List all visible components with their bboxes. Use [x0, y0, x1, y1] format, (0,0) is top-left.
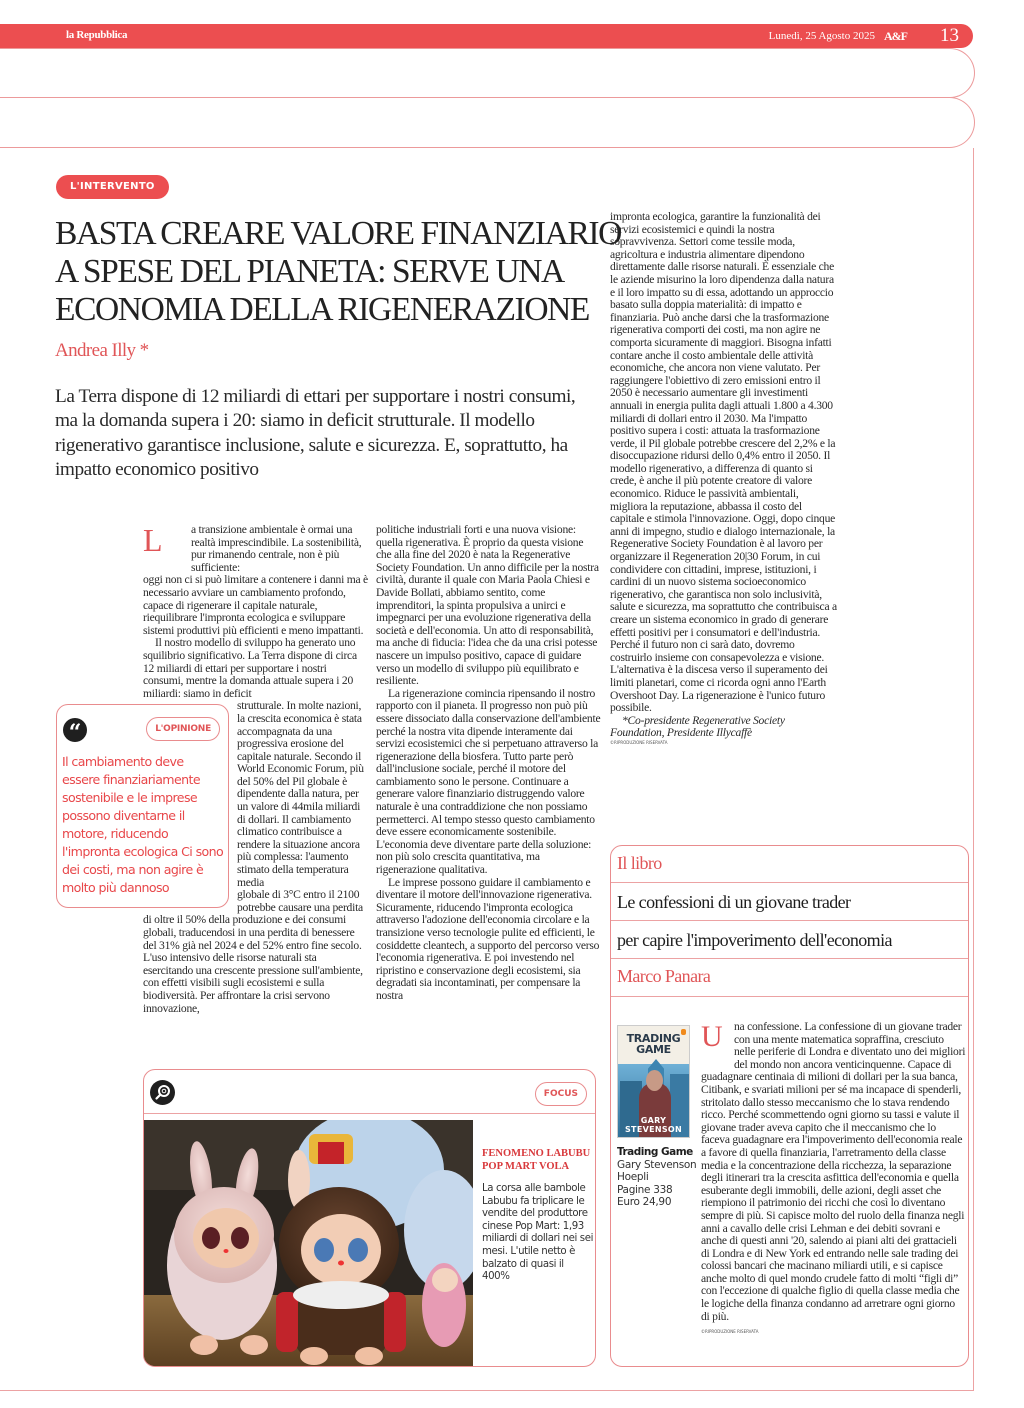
- opinion-tag: L'OPINIONE: [146, 717, 220, 741]
- cover-portrait-face: [646, 1070, 663, 1091]
- article-headline: [55, 215, 621, 329]
- page-number: 13: [940, 25, 959, 46]
- focus-box: [143, 1069, 596, 1367]
- book-review-text: [701, 1021, 966, 1335]
- book-price: Euro 24,90: [617, 1196, 672, 1209]
- divider: [611, 846, 968, 883]
- book-review-box: [610, 845, 969, 1367]
- header-band-1: [0, 48, 975, 98]
- page-frame-right: [973, 148, 974, 1391]
- paragraph: globale di 3°C entro il 2100 potrebbe causare una perdita di oltre il 50% della produzione e dei consumi globali, traducendosi in una perdita di benessere del 31% già nel 2024 e del 52% entro fine secolo. L'uso intensivo delle risorse naturali sta esercitando una crescente pressione sull'ambiente, con effetti visibili sugli ecosistemi e sulla biodiversità. Per affrontare la crisi servono innovazione,: [143, 888, 363, 1015]
- book-cover-image: [617, 1025, 690, 1138]
- book-review-title-line-1: Le confessioni di un giovane trader: [617, 892, 851, 912]
- book-title: Trading Game: [617, 1146, 693, 1158]
- article-column-2: [376, 524, 601, 1003]
- newspaper-brand: la Repubblica: [66, 29, 128, 41]
- drop-cap: U: [701, 1020, 723, 1053]
- headline-line: ECONOMIA DELLA RIGENERAZIONE: [55, 291, 589, 328]
- divider: [144, 1113, 595, 1114]
- pullquote-text: Il cambiamento deve essere finanziariamente sostenibile e le imprese possono diventarne il motore, riducendo l'impronta ecologica Ci sono dei costi, ma non agire è molto più dannoso: [62, 754, 224, 896]
- paragraph: Le imprese possono guidare il cambiamento e diventare il motore dell'innovazione rigenerativa. Sicuramente, riducendo l'impronta ecologica attraverso l'adozione dell'economia circolare e la transizione verso tecnologie pulite ed efficienti, le cosiddette cleantech, a supporto del percorso verso l'economia rigenerativa. E poi investendo nel ripristino e conservazione degli ecosistemi, sia degradati sia incontaminati, per compensare la nostra: [376, 875, 600, 1002]
- book-details: [617, 1146, 699, 1209]
- book-review-title-line-2: per capire l'impoverimento dell'economia: [617, 930, 892, 950]
- focus-sidebar: [482, 1148, 594, 1284]
- paragraph-lead: a transizione ambientale è ormai una realtà imprescindibile. La sostenibilità, pur rimanendo centrale, non è più sufficiente:: [191, 523, 362, 574]
- cover-title: TRADING GAME: [626, 1032, 681, 1056]
- book-publisher: Hoepli: [617, 1171, 649, 1184]
- focus-tag: FOCUS: [535, 1082, 587, 1106]
- focus-title: FENOMENO LABUBU POP MART VOLA: [482, 1148, 591, 1172]
- page-header-bar: [0, 24, 973, 48]
- opinion-pullquote-box: [56, 704, 229, 908]
- article-column-1: [62, 522, 368, 1015]
- copyright-notice: ©RIPRODUZIONE RISERVATA: [701, 1329, 759, 1335]
- cover-author: GARY STEVENSON: [625, 1116, 682, 1134]
- article-standfirst: La Terra dispone di 12 miliardi di ettari per supportare i nostri consumi, ma la domanda supera i 20: siamo in deficit strutturale. Il modello rigenerativo garantisce inclusione, salute e sicurezza. E, soprattutto, ha impatto economico positivo: [55, 386, 576, 480]
- paragraph-lead: na confessione. La confessione di un giovane trader con una mente matematica sopraffina, cresciuto nelle periferie di Londra e diventato uno dei: [734, 1020, 962, 1059]
- search-icon: [150, 1080, 175, 1105]
- section-logo: A&F: [884, 29, 907, 43]
- article-kicker: L'INTERVENTO: [56, 175, 169, 199]
- book-author: Gary Stevenson: [617, 1158, 697, 1171]
- author-note: *Co-presidente Regenerative Society Foundation, Presidente Illycaffè: [610, 713, 785, 740]
- book-pages: Pagine 338: [617, 1183, 673, 1196]
- header-band-2: [0, 97, 975, 148]
- paragraph: migliori del mondo non ancora venticinquenne. Capace di guadagnare centinaia di milioni di dollari per la sua banca, Citibank, e svariati milioni per sé ma incapace di spenderli, stritolato dallo stesso meccanismo che lo stava rendendo ricco. Perché scommettendo ogni giorno su tassi e valute il giovane trader aveva capito che il meccanismo che lo faceva guadagnare era l'impoverimento dell'economia reale a favore di quella finanziaria, l'arretramento della classe media e la concentrazione della ricchezza, la separazione degli itinerari tra la crescita asfittica dell'economia e quella esuberante degli immobili, delle azioni, degli asset che riempiono il patrimonio dei ricchi che così lo diventano sempre di più. Si capisce molto del ruolo della finanza negli anni a cavallo delle crisi Lehman e dei debiti sovrani e anche di questi anni '20, salendo ai piani alti dei grattacieli di Londra e di New York ed entrando nelle sale trading dei colossi bancari che macinano miliardi utili, e si capisce anche molto di quel mondo crudele fatto di molti “figli di” con l'eccezione di qualche figlio di quella classe media che le logiche della finanza condanno ad arretrare ogni giorno di più.: [701, 1045, 966, 1323]
- focus-text: La corsa alle bambole Labubu fa triplicare le vendite del produttore cinese Pop Mart: 1,93 miliardi di dollari nei sei mesi. L'utile netto è balzato di quasi il 400%: [482, 1183, 593, 1283]
- headline-line: A SPESE DEL PIANETA: SERVE UNA: [55, 253, 564, 290]
- page-frame-bottom: [0, 1390, 974, 1391]
- quote-icon: “: [63, 718, 87, 742]
- paragraph-wrap-around-box: strutturale. In molte nazioni, la crescita economica è stata accompagnata da una progressiva erosione del capitale naturale. Secondo il World Economic Forum, più del 50% del Pil globale è dipendente dalla natura, per un valore di 44mila miliardi di dollari. Il cambiamento climatico contribuisce a rendere la situazione ancora più complessa: l'aumento stimato della temperatura media: [237, 699, 364, 889]
- book-review-author: Marco Panara: [617, 966, 711, 986]
- book-section-label: Il libro: [617, 853, 662, 873]
- copyright-notice: ©RIPRODUZIONE RISERVATA: [610, 739, 668, 745]
- labubu-dolls-photo: [144, 1120, 473, 1367]
- drop-cap: L: [143, 522, 163, 558]
- paragraph: politiche industriali forti e una nuova visione: quella rigenerativa. È proprio da questa visione che alla fine del 2020 è nata la Regenerative Society Foundation. Un anno difficile per la nostra civiltà, durante il quale con Maria Paola Chiesi e Davide Bollati, abbiamo sentito, come imprenditori, la spinta propulsiva a unirci e impegnarci per una evoluzione rigenerativa della società e dell'economia. Un atto di responsabilità, ma anche di fiducia: l'idea che da una crisi potesse nascere un impulso positivo, capace di guidare verso un modello di sviluppo più equilibrato e resiliente.: [376, 523, 599, 688]
- issue-date: Lunedì, 25 Agosto 2025: [768, 30, 875, 42]
- headline-line: BASTA CREARE VALORE FINANZIARIO: [55, 215, 621, 252]
- paragraph: La rigenerazione comincia ripensando il nostro rapporto con il pianeta. Il progresso non può più essere dissociato dalla conservazione dell'ambiente perché la nostra vita dipende interamente dai servizi ecosistemici che si perpetuano attraverso la rigenerazione della biosfera. Tutto parte però dall'inclusione sociale, perché il motore del cambiamento sono le persone. Continuare a generare valore finanziario distruggendo valore naturale è una contraddizione che non possiamo permetterci. Al tempo stesso questo cambiamento deve essere economicamente sostenibile. L'economia deve diventare parte della soluzione: non più solo crescita quantitativa, ma rigenerazione qualitativa.: [376, 686, 601, 877]
- article-byline: Andrea Illy *: [55, 340, 149, 361]
- paragraph: impronta ecologica, garantire la funzionalità dei servizi ecosistemici e quindi la nostra sopravvivenza. Settori come tessile moda, agricoltura e industria alimentare dipendono direttamente dalle risorse naturali. È essenziale che le aziende misurino la loro dipendenza dalla natura e il loro impatto su di essa, adottando un approccio basato sulla doppia materialità: di impatto e finanziaria. Può anche darsi che la trasformazione rigenerativa comporti dei costi, ma non agire ne comporta sicuramente di maggiori. Bisogna infatti contare anche il costo ambientale delle attività economiche, che ancora non viene valutato. Per raggiungere l'obiettivo di zero emissioni entro il 2050 è necessario aumentare gli investimenti annuali in energia pulita dagli attuali 1.800 a 4.300 miliardi di dollari entro il 2030. Ma l'impatto positivo supera i costi: attuata la trasformazione verde, il Pil globale potrebbe crescere del 2,2% e la disoccupazione ridursi dello 0,4% entro il 2050. Il modello rigenerativo, a differenza di quanto si crede, è anche il più potente creatore di valore economico. Riduce le passività ambientali, migliora la reputazione, abbassa il costo del capitale e stimola l'innovazione. Oggi, dopo cinque anni di impegno, studio e dialogo internazionale, la Regenerative Society Foundation è al lavoro per organizzare il Regeneration 20|30 Forum, in cui condividere con cittadini, imprese, istituzioni, i cardini di un nuovo sistema socioeconomico rigenerativo, che garantisca non solo inclusività, salute e sicurezza, ma soprattutto che contribuisca a creare un sistema economico in grado di generare effetti positivi per i consumatori e dell'industria. Perché il futuro non ci sarà dato, dovremo costruirlo insieme con consapevolezza e visione. L'alternativa è la discesa verso il superamento dei limiti planetari, come ci ricorda ogni anno l'Earth Overshoot Day. La rigenerazione è l'unico futuro possibile.: [610, 210, 837, 715]
- paragraph: oggi non ci si può limitare a contenere i danni ma è necessario avviare un cambiamento profondo, capace di rigenerare il capitale naturale, riequilibrare l'impronta ecologica e sviluppare sistemi produttivi più efficienti e meno impattanti.: [143, 573, 368, 637]
- paragraph: Il nostro modello di sviluppo ha generato uno squilibrio significativo. La Terra dispone di circa 12 miliardi di ettari per supportare i nostri consumi, mentre la domanda attuale supera i 20 miliardi: siamo in deficit: [143, 636, 357, 700]
- article-column-3: [610, 211, 838, 746]
- article-head: [55, 174, 621, 482]
